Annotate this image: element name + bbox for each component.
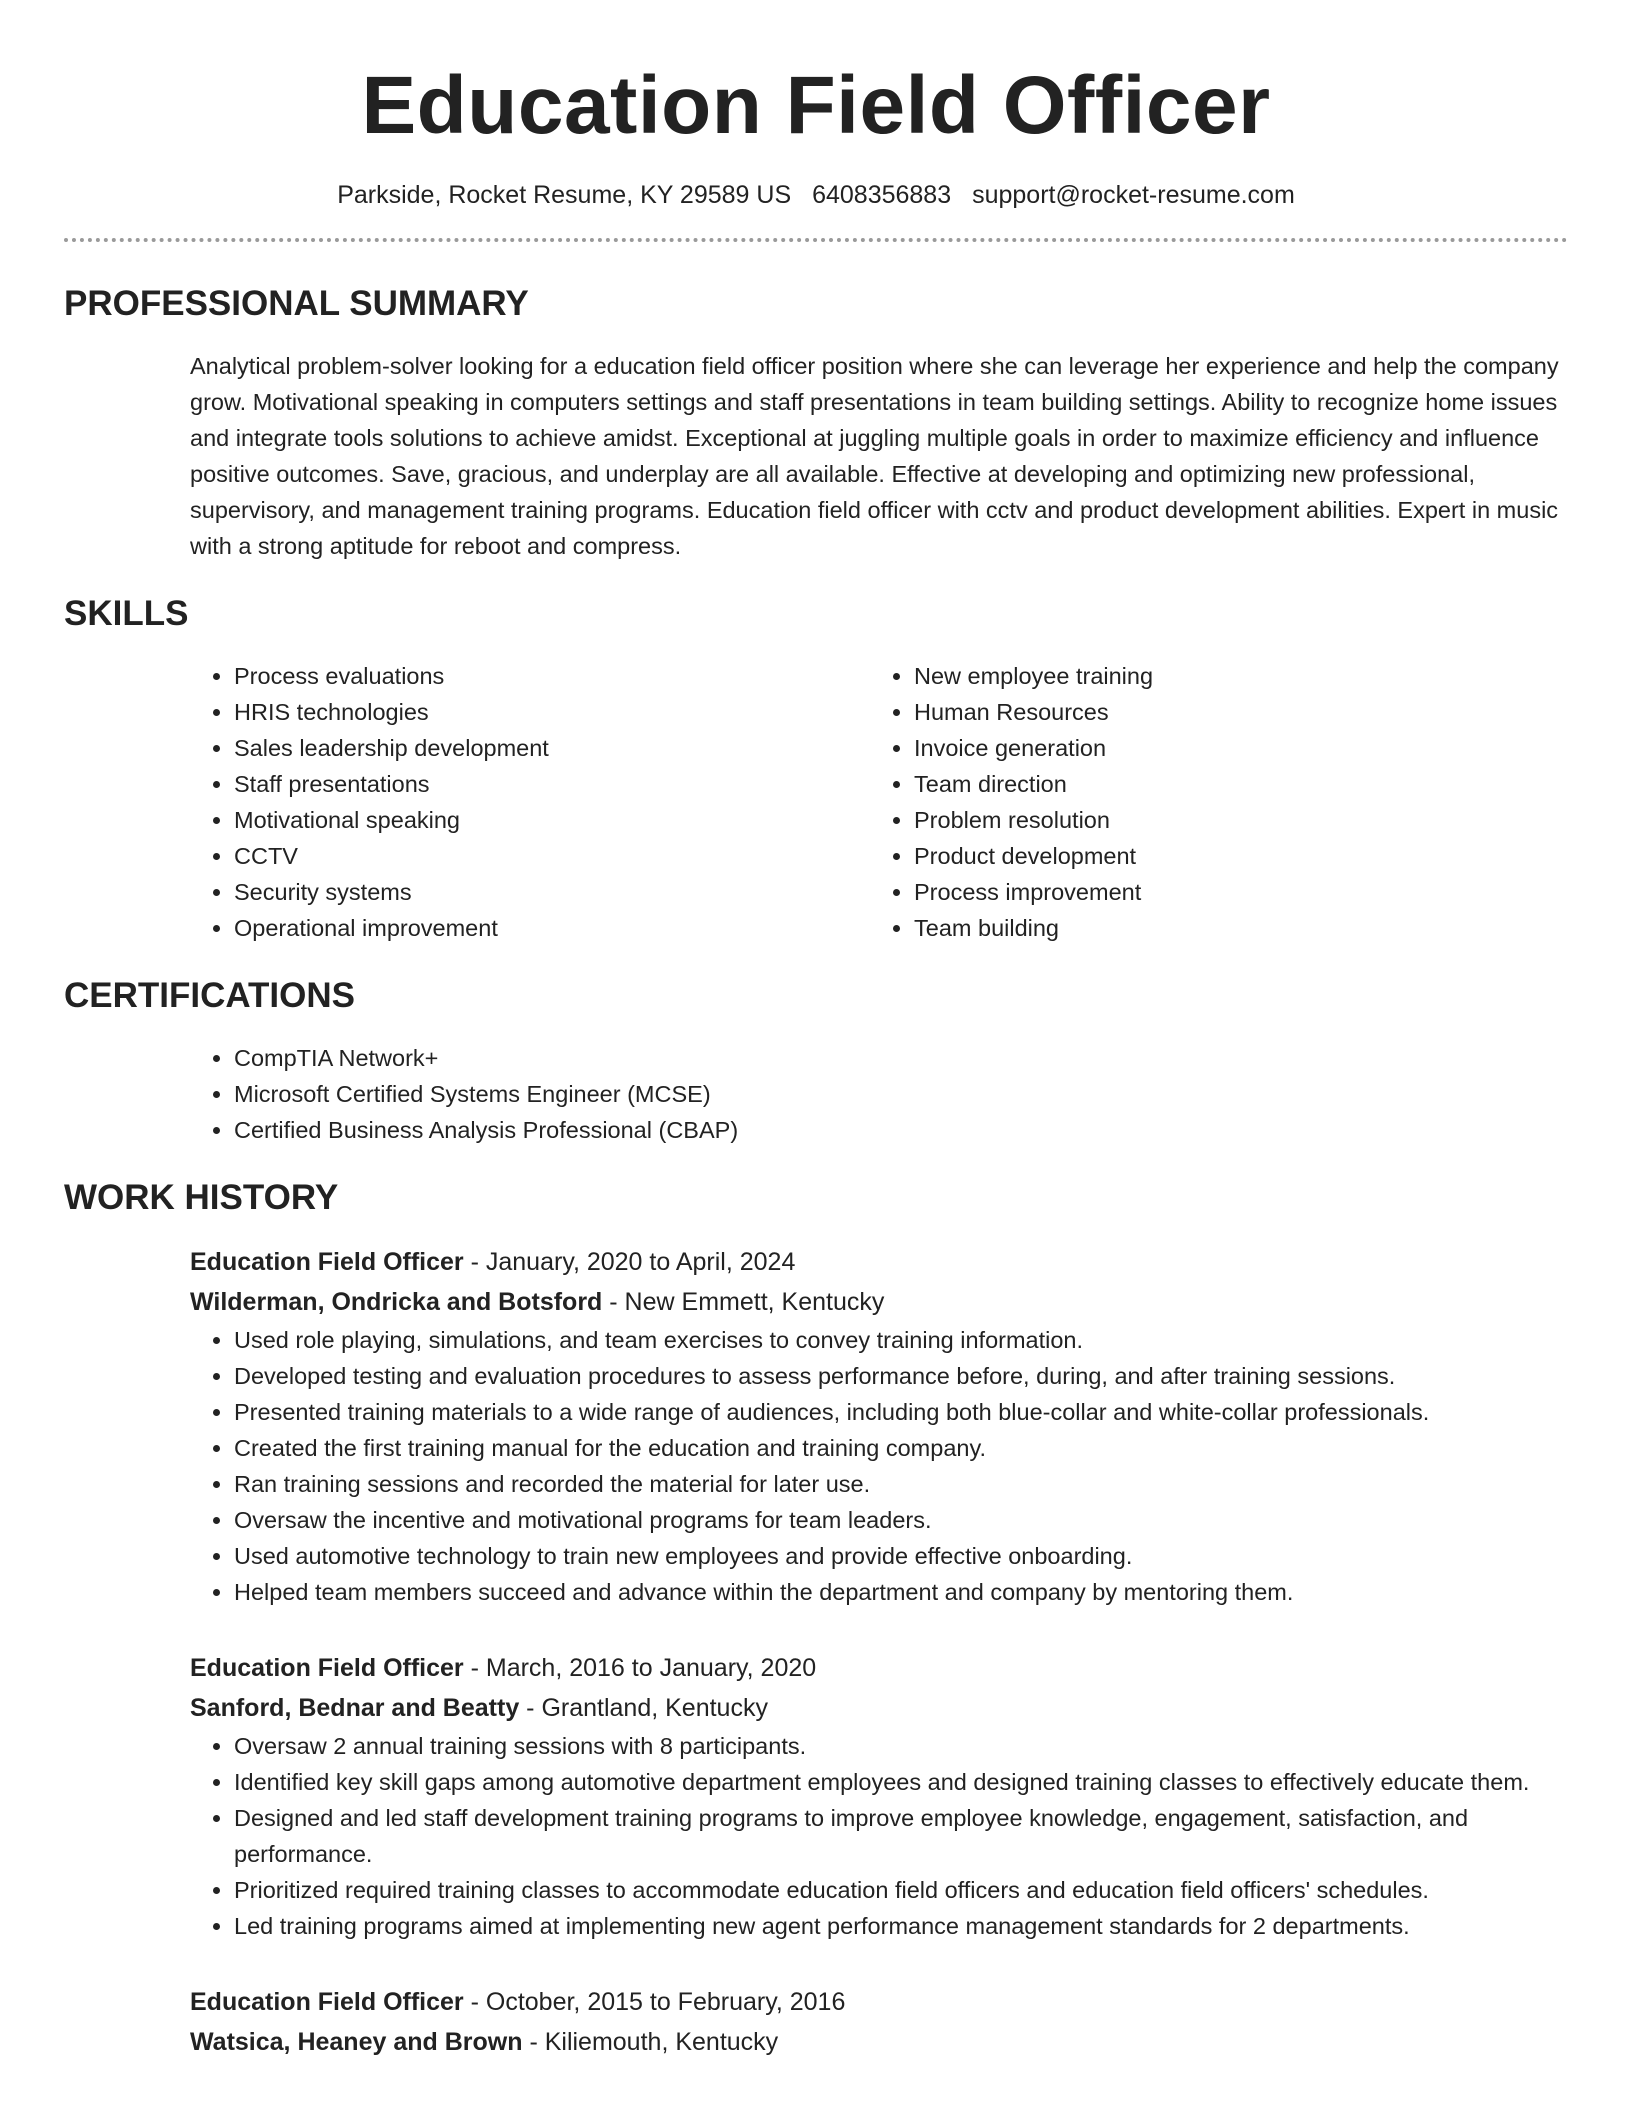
resume-title: Education Field Officer — [361, 60, 1271, 151]
skill-item: • Process evaluations — [234, 658, 870, 694]
summary-text: Analytical problem-solver looking for a education field officer position where she can leverage her experience and help the company grow. Motivational speaking in computers settings and staff presentations in team building settings. Ability to recognize home issues and integrate tools solutions to achieve amidst. Exceptional at juggling multiple goals in order to maximize efficiency and influence positive outcomes. Save, gracious, and underplay are all available. Effective at developing and optimizing new professional, supervisory, and management training programs. Education field officer with cctv and product development abilities. Expert in music with a strong aptitude for reboot and compress. — [190, 353, 1559, 559]
skill-item: • Process improvement — [914, 874, 1550, 910]
certification-item: • Certified Business Analysis Professional (CBAP) — [234, 1112, 1568, 1148]
job-bullet: • Presented training materials to a wide range of audiences, including both blue-collar and white-collar professionals. — [234, 1394, 1568, 1430]
job-bullets — [190, 1322, 1568, 1610]
job-bullet: • Designed and led staff development training programs to improve employee knowledge, engagement, satisfaction, and performance. — [234, 1800, 1568, 1872]
skills-heading: SKILLS — [64, 594, 189, 633]
job-dates: - January, 2020 to April, 2024 — [463, 1248, 796, 1276]
contact-address: Parkside, Rocket Resume, KY 29589 US — [337, 181, 792, 209]
job-role-line — [190, 1648, 1568, 1688]
job-role: Education Field Officer — [190, 1654, 464, 1682]
job-role: Education Field Officer — [190, 1248, 464, 1276]
skill-item: • Motivational speaking — [234, 802, 870, 838]
skill-item: • Human Resources — [914, 694, 1550, 730]
job-company: Wilderman, Ondricka and Botsford — [190, 1288, 603, 1316]
job-bullet: • Developed testing and evaluation procedures to assess performance before, during, and after training sessions. — [234, 1358, 1568, 1394]
skill-item: • Operational improvement — [234, 910, 870, 946]
job-bullet: • Led training programs aimed at implementing new agent performance management standards for 2 departments. — [234, 1908, 1568, 1944]
job-bullet: • Identified key skill gaps among automotive department employees and designed training classes to effectively educate them. — [234, 1764, 1568, 1800]
skill-item: • Product development — [914, 838, 1550, 874]
job-bullet: • Ran training sessions and recorded the material for later use. — [234, 1466, 1568, 1502]
job-role-line — [190, 1982, 1568, 2022]
job-location: - New Emmett, Kentucky — [602, 1288, 885, 1316]
job-company-line — [190, 1688, 1568, 1728]
job-company: Watsica, Heaney and Brown — [190, 2028, 523, 2056]
job-entry — [190, 1648, 1568, 1944]
summary-heading: PROFESSIONAL SUMMARY — [64, 284, 529, 323]
certifications-list — [190, 1040, 1568, 1148]
skills-grid — [190, 658, 1568, 946]
skill-item: • Sales leadership development — [234, 730, 870, 766]
skill-item: • Problem resolution — [914, 802, 1550, 838]
job-bullets — [190, 1728, 1568, 1944]
skill-item: • Invoice generation — [914, 730, 1550, 766]
skill-item: • Team direction — [914, 766, 1550, 802]
job-company-line — [190, 1282, 1568, 1322]
skill-item: • Team building — [914, 910, 1550, 946]
skill-item: • HRIS technologies — [234, 694, 870, 730]
contact-phone: 6408356883 — [812, 181, 952, 209]
job-dates: - October, 2015 to February, 2016 — [463, 1988, 846, 2016]
job-entry — [190, 1242, 1568, 1610]
job-bullet: • Oversaw 2 annual training sessions with 8 participants. — [234, 1728, 1568, 1764]
skills-column-right — [870, 658, 1550, 946]
job-bullet: • Prioritized required training classes to accommodate education field officers and education field officers' schedules. — [234, 1872, 1568, 1908]
contact-email: support@rocket-resume.com — [972, 181, 1295, 209]
job-bullet: • Used automotive technology to train new employees and provide effective onboarding. — [234, 1538, 1568, 1574]
job-dates: - March, 2016 to January, 2020 — [463, 1654, 817, 1682]
contact-line — [64, 178, 1568, 212]
skills-column-left — [190, 658, 870, 946]
work-history-heading: WORK HISTORY — [64, 1178, 339, 1217]
job-entry — [190, 1982, 1568, 2062]
job-bullet: • Used role playing, simulations, and team exercises to convey training information. — [234, 1322, 1568, 1358]
job-bullet: • Helped team members succeed and advance within the department and company by mentoring them. — [234, 1574, 1568, 1610]
job-role-line — [190, 1242, 1568, 1282]
job-company-line — [190, 2022, 1568, 2062]
certification-item: • CompTIA Network+ — [234, 1040, 1568, 1076]
skill-item: • CCTV — [234, 838, 870, 874]
skill-item: • Staff presentations — [234, 766, 870, 802]
job-company: Sanford, Bednar and Beatty — [190, 1694, 520, 1722]
certification-item: • Microsoft Certified Systems Engineer (MCSE) — [234, 1076, 1568, 1112]
skill-item: • New employee training — [914, 658, 1550, 694]
certifications-heading: CERTIFICATIONS — [64, 976, 356, 1015]
job-location: - Kiliemouth, Kentucky — [522, 2028, 779, 2056]
job-bullet: • Oversaw the incentive and motivational programs for team leaders. — [234, 1502, 1568, 1538]
job-location: - Grantland, Kentucky — [519, 1694, 768, 1722]
skill-item: • Security systems — [234, 874, 870, 910]
header-divider — [64, 238, 1568, 242]
job-bullet: • Created the first training manual for the education and training company. — [234, 1430, 1568, 1466]
job-role: Education Field Officer — [190, 1988, 464, 2016]
